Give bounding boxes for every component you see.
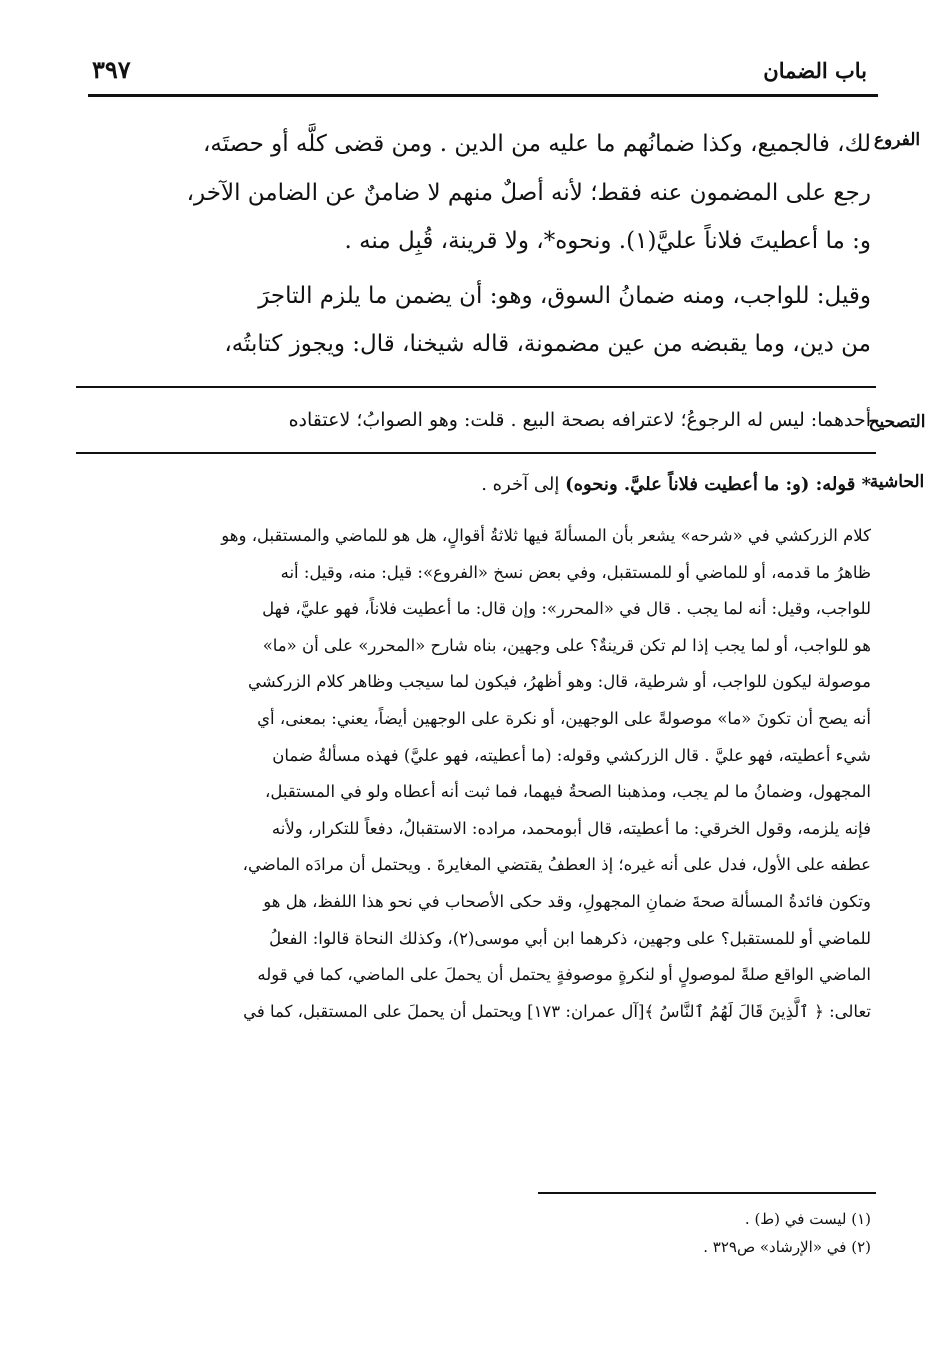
hashiya-line: وتكون فائدةُ المسألة صحةَ ضمانِ المجهولِ، وقد حكى الأصحاب في نحو هذا اللفظ، هل هو	[263, 891, 871, 911]
tashih-text-block	[71, 400, 871, 440]
footnote-divider	[538, 1192, 876, 1194]
main-line: من دين، وما يقبضه من عين مضمونة، قاله شيخنا، قال: ويجوز كتابتُه،	[224, 331, 871, 357]
section-divider	[76, 452, 876, 454]
hashiya-line: فإنه يلزمه، وقول الخرقي: ما أعطيته، قال أبومحمد، مراده: الاستقبالُ، دفعاً للتكرار، ولأنه	[271, 818, 871, 838]
hashiya-heading	[71, 474, 871, 495]
main-line: لك، فالجميع، وكذا ضمانُهم ما عليه من الدين . ومن قضى كلَّه أو حصتَه،	[202, 131, 871, 157]
footnote: (٢) في «الإرشاد» ص٣٢٩ .	[703, 1238, 871, 1256]
tashih-line: أحدهما: ليس له الرجوعُ؛ لاعترافه بصحة البيع . قلت: وهو الصوابُ؛ لاعتقاده	[288, 409, 871, 431]
hashiya-text-block	[71, 518, 871, 1030]
chapter-title: باب الضمان	[763, 58, 867, 83]
main-line: رجع على المضمون عنه فقط؛ لأنه أصلٌ منهم لا ضامنٌ عن الضامن الآخر،	[186, 179, 871, 206]
hashiya-line: المجهول، وضمانُ ما لم يجب، ومذهبنا الصحةُ فيهما، فما ثبت أنه أعطاه ولو في المستقبل،	[265, 782, 871, 802]
footnote: (١) ليست في (ط) .	[744, 1210, 871, 1228]
main-text-block	[71, 120, 871, 369]
hashiya-heading-quote: * قوله: (و: ما أعطيت فلاناً عليَّ. ونحوه)	[565, 474, 871, 495]
main-line: وقيل: للواجب، ومنه ضمانُ السوق، وهو: أن يضمن ما يلزم التاجرَ	[258, 282, 871, 309]
hashiya-line: الماضي الواقع صلةً لموصولٍ أو لنكرةٍ موصوفةٍ يحتمل أن يحملَ على الماضي، كما في قوله	[257, 965, 871, 985]
section-divider	[76, 386, 876, 388]
side-label-tashih: التصحيح	[868, 412, 926, 432]
side-label-hashiya: الحاشية	[869, 472, 925, 492]
hashiya-line: شيء أعطيته، فهو عليَّ . قال الزركشي وقوله: (ما أعطيته، فهو عليَّ) فهذه مسألةُ ضمان	[272, 745, 871, 765]
hashiya-line: ظاهرُ ما قدمه، أو للماضي أو للمستقبل، وفي بعض نسخ «الفروع»: قيل: منه، وقيل: أنه	[280, 562, 871, 582]
hashiya-line: تعالى: ﴿ ٱلَّذِينَ قَالَ لَهُمُ ٱلنَّاسُ ﴾[آل عمران: ١٧٣] ويحتمل أن يحملَ على المستقبل، كما في	[243, 1001, 871, 1021]
main-line: و: ما أعطيتَ فلاناً عليَّ(١). ونحوه*، ولا قرينة، قُبِل منه .	[344, 228, 871, 254]
hashiya-line: عطفه على الأول، فدل على أنه غيره؛ إذ العطفُ يقتضي المغايرةَ . ويحتمل أن مرادَه الماضي،	[242, 855, 871, 875]
hashiya-line: للواجب، وقيل: أنه لما يجب . قال في «المحرر»: وإن قال: ما أعطيت فلاناً، فهو عليَّ، فهل	[262, 599, 871, 619]
side-label-furu: الفروع	[873, 130, 921, 150]
header-divider	[88, 94, 878, 97]
hashiya-line: موصولة ليكون للواجب، أو شرطية، قال: وهو أظهرُ، فيكون لما سيجب وظاهر كلام الزركشي	[248, 672, 871, 692]
hashiya-line: هو للواجب، أو لما يجب إذا لم تكن قرينةٌ؟ على وجهين، بناه شارح «المحرر» على أن «ما»	[262, 635, 871, 655]
hashiya-line: كلام الزركشي في «شرحه» يشعر بأن المسألةَ فيها ثلاثةُ أقوالٍ، هل هو للماضي والمستقبل، وهو	[221, 526, 871, 545]
hashiya-line: للماضي أو للمستقبل؟ على وجهين، ذكرهما ابن أبي موسى(٢)، وكذلك النحاة قالوا: الفعلُ	[269, 928, 871, 948]
footnotes	[71, 1205, 871, 1261]
hashiya-heading-rest: إلى آخره .	[481, 474, 566, 495]
page-number: ٣٩٧	[92, 55, 131, 84]
hashiya-line: أنه يصح أن تكونَ «ما» موصولةً على الوجهين، أو نكرة على الوجهين أيضاً، يعني: بمعنى، أي	[257, 708, 871, 728]
